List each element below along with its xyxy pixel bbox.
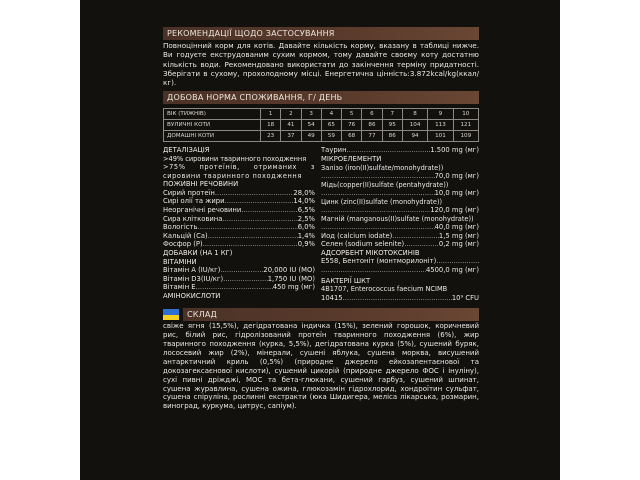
bacteria-title: БАКТЕРІЇ ШКТ	[321, 276, 371, 285]
table-cell: 76	[342, 120, 362, 131]
recommendations-header: РЕКОМЕНДАЦІЇ ЩОДО ЗАСТОСУВАННЯ	[163, 27, 479, 40]
table-cell: 1	[261, 109, 281, 120]
micro-value: 40,0 mg (мг)	[434, 223, 479, 232]
leader-dots	[196, 283, 273, 292]
micro-value: 70,0 mg (мг)	[434, 172, 479, 181]
nutrient-name: Вологість	[163, 223, 198, 232]
table-cell: 86	[382, 131, 402, 142]
nutrient-row	[163, 215, 315, 224]
composition-header-row	[163, 308, 479, 321]
bacteria-value: 10⁹ CFU	[451, 293, 479, 302]
micro-value-row	[321, 189, 479, 198]
daily-norm-table	[163, 108, 479, 142]
vitamin-row	[163, 283, 315, 292]
nutrient-name: Сира клітковина	[163, 214, 223, 223]
iodine-name: Йод (calcium iodate)	[321, 231, 393, 240]
iodine-row	[321, 232, 479, 241]
table-cell: 3	[301, 109, 321, 120]
leader-dots	[436, 257, 479, 266]
table-cell: 95	[382, 120, 402, 131]
adsorbent-title: АДСОРБЕНТ МІКОТОКСИНІВ	[321, 248, 420, 257]
leader-dots	[203, 240, 298, 249]
taurine-value: 1.500 mg (мг)	[430, 146, 479, 155]
composition-header: СКЛАД	[183, 308, 479, 321]
leader-dots	[321, 266, 426, 275]
micro-item	[321, 181, 479, 198]
row-label: ВІК (ТИЖНІВ)	[164, 109, 261, 120]
leader-dots	[208, 232, 298, 241]
iodine-value: 1,5 mg (мг)	[438, 231, 479, 240]
table-cell: 65	[321, 120, 341, 131]
leader-dots	[404, 240, 439, 249]
micro-name: Залізо (iron(II)sulfate/monohydrate))	[321, 163, 444, 172]
selenium-value: 0,2 mg (мг)	[438, 240, 479, 249]
leader-dots	[343, 294, 452, 303]
leader-dots	[223, 275, 268, 284]
table-cell: 59	[321, 131, 341, 142]
analysis-columns	[163, 146, 479, 302]
nutrient-row	[163, 206, 315, 215]
micro-value: 120,0 mg (мг)	[430, 206, 479, 215]
micro-value-row	[321, 172, 479, 181]
table-cell: 2	[281, 109, 301, 120]
adsorbent-value-row	[321, 266, 479, 275]
micro-item	[321, 198, 479, 215]
micro-name: Мідь(copper(II)sulfate (pentahydrate))	[321, 180, 449, 189]
row-label: ДОМАШНІ КОТИ	[164, 131, 261, 142]
micro-name: Магній (manganous(II)sulfate (monohydrate))	[321, 214, 474, 223]
table-cell: 54	[301, 120, 321, 131]
label-content	[163, 27, 479, 411]
nutrient-row	[163, 197, 315, 206]
table-cell: 113	[428, 120, 453, 131]
nutrient-name: Неорганічні речовини	[163, 206, 242, 215]
leader-dots	[392, 232, 439, 241]
micro-item	[321, 215, 479, 232]
taurine-row	[321, 146, 479, 155]
adsorbent-value: 4500,0 mg (мг)	[425, 266, 479, 275]
table-cell: 10	[453, 109, 478, 120]
table-cell: 104	[402, 120, 427, 131]
table-cell: 8	[402, 109, 427, 120]
leader-dots	[225, 197, 294, 206]
amino-acids-title: АМІНОКИСЛОТИ	[163, 292, 221, 301]
microelements-title: МІКРОЕЛЕМЕНТИ	[321, 155, 382, 164]
adsorbent-name: E558, Бентоніт (монтморилоніт)	[321, 257, 437, 266]
table-cell: 49	[301, 131, 321, 142]
detail-title: ДЕТАЛІЗАЦІЯ	[163, 146, 210, 155]
leader-dots	[215, 189, 294, 198]
table-cell: 5	[342, 109, 362, 120]
vitamin-value: 1,750 IU (МО)	[267, 274, 315, 283]
table-cell: 37	[281, 131, 301, 142]
nutrient-row	[163, 240, 315, 249]
micro-value-row	[321, 206, 479, 215]
selenium-name: Селен (sodium selenite)	[321, 240, 405, 249]
table-row-indoor-cats	[164, 131, 479, 142]
nutrient-name: Кальцій (Ca)	[163, 231, 208, 240]
nutrient-value: 1,4%	[297, 231, 315, 240]
micro-item	[321, 164, 479, 181]
table-row-age	[164, 109, 479, 120]
nutrient-value: 28,0%	[293, 188, 315, 197]
leader-dots	[321, 206, 430, 215]
micro-value-row	[321, 223, 479, 232]
ukraine-flag-icon	[163, 309, 179, 320]
table-cell: 7	[382, 109, 402, 120]
nutrient-name: Сирий протеїн	[163, 188, 215, 197]
table-cell: 68	[342, 131, 362, 142]
bacteria-code: 10415	[321, 293, 343, 302]
nutrient-name: Фосфор (P)	[163, 240, 203, 249]
selenium-row	[321, 240, 479, 249]
nutrient-value: 14,0%	[293, 197, 315, 206]
right-column	[321, 146, 479, 302]
composition-text: свіже ягня (15,5%), дегідратована індичка (15%), зелений горошок, коричневий рис, білий рис, гідролізований протеїн тваринного походження (6%), жир тваринного походження (курка, 5,5%), дегідратована курка (5%), сушений буряк, лососевий жир (2%), мінерали, сушені яблука, сушена морква, висушений антарктичний криль (0,5%) (природне джерело ейкозапентаєнової та докозагексаєнової кислоти), сушений цикорій (природне джерело ФОС і інуліну), сухі пивні дріжджі, МОС та бета-глюкани, сушений гарбуз, сушений шпинат, сушена журавлина, сушена ожина, глюкозамін гідрохлорид, хондроїтин сульфат, сушена спіруліна, рослинні екстракти (юка Шидигера, меліса лікарська, розмарин, виноград, куркума, цитрус, сапіум).	[163, 322, 479, 411]
table-cell: 94	[402, 131, 427, 142]
table-cell: 23	[261, 131, 281, 142]
nutrient-value: 0,9%	[297, 240, 315, 249]
detail-line-1: >49% сировини тваринного походження	[163, 155, 307, 164]
leader-dots	[220, 266, 263, 275]
additives-title: ДОБАВКИ (НА 1 КГ)	[163, 249, 233, 258]
table-cell: 77	[362, 131, 382, 142]
table-cell: 41	[281, 120, 301, 131]
taurine-name: Таурин	[321, 146, 347, 155]
leader-dots	[321, 223, 435, 232]
table-cell: 121	[453, 120, 478, 131]
leader-dots	[347, 146, 431, 155]
vitamin-name: Вітамін D3(IU/кг)	[163, 274, 224, 283]
leader-dots	[241, 206, 297, 215]
micro-value: 10,0 mg (мг)	[434, 189, 479, 198]
nutrient-value: 6,0%	[297, 223, 315, 232]
micro-name: Цинк (zinc(II)sulfate (monohydrate))	[321, 197, 443, 206]
nutrient-row	[163, 223, 315, 232]
recommendations-text: Повноцінний корм для котів. Давайте кількість корму, вказану в таблиці нижче. Ви годуєте екструдованим сухим кормом, тому давайте своєму коту достатню кількість води. Рекомендовано використати до закінчення терміну придатності. Зберігати в сухому, прохолодному місці. Енергетична цінність:3.872kcal/kg(ккал/кг).	[163, 41, 479, 88]
nutrient-row	[163, 232, 315, 241]
table-cell: 18	[261, 120, 281, 131]
nutrient-name: Сирі олії та жири	[163, 197, 225, 206]
vitamin-value: 450 mg (мг)	[272, 283, 315, 292]
table-cell: 109	[453, 131, 478, 142]
vitamin-value: 20,000 IU (МО)	[263, 266, 315, 275]
nutrient-value: 2,5%	[297, 214, 315, 223]
leader-dots	[198, 223, 298, 232]
nutrient-value: 6,5%	[297, 206, 315, 215]
table-cell: 86	[362, 120, 382, 131]
vitamin-name: Вітамін A (IU/кг)	[163, 266, 221, 275]
table-cell: 4	[321, 109, 341, 120]
table-row-outdoor-cats	[164, 120, 479, 131]
bacteria-line: 4B1707, Enterococcus faecium NCIMB	[321, 285, 448, 294]
bacteria-value-row	[321, 294, 479, 303]
leader-dots	[321, 189, 435, 198]
nutrients-title: ПОЖИВНІ РЕЧОВИНИ	[163, 180, 239, 189]
leader-dots	[222, 215, 297, 224]
table-cell: 9	[428, 109, 453, 120]
vitamins-title: ВІТАМІНИ	[163, 257, 197, 266]
detail-line-2: >75% протеїнів, отриманих з сировини тваринного походження	[163, 163, 315, 180]
vitamin-row	[163, 266, 315, 275]
table-cell: 101	[428, 131, 453, 142]
vitamin-row	[163, 275, 315, 284]
adsorbent-line	[321, 257, 479, 266]
table-cell: 6	[362, 109, 382, 120]
daily-norm-header: ДОБОВА НОРМА СПОЖИВАННЯ, Г/ ДЕНЬ	[163, 91, 479, 104]
left-column	[163, 146, 315, 302]
nutrient-row	[163, 189, 315, 198]
vitamin-name: Вітамін E	[163, 283, 196, 292]
row-label: ВУЛИЧНІ КОТИ	[164, 120, 261, 131]
leader-dots	[321, 172, 435, 181]
